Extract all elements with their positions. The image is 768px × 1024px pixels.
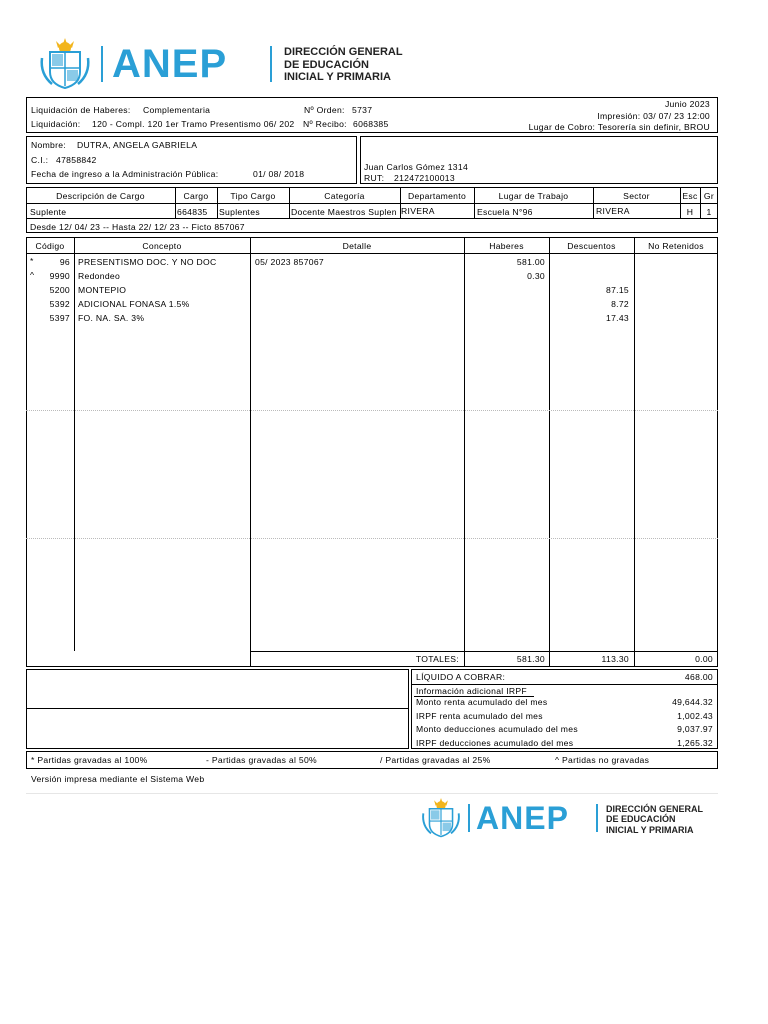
ingreso-value: 01/ 08/ 2018 <box>253 169 305 179</box>
legend-100: * Partidas gravadas al 100% <box>31 755 148 765</box>
impresion: Impresión: 03/ 07/ 23 12:00 <box>597 111 710 121</box>
irpf-line-value: 1,002.43 <box>677 711 713 721</box>
cargo-header-tipo: Tipo Cargo <box>230 191 276 201</box>
irpf-title: Información adicional IRPF <box>416 686 527 696</box>
period: Junio 2023 <box>664 99 710 109</box>
cargo-esc: H <box>686 207 694 217</box>
cargo-tipo: Suplentes <box>219 207 260 217</box>
nombre-label: Nombre: <box>31 140 67 150</box>
totals-haberes: 581.30 <box>516 654 545 664</box>
liquidacion-label: Liquidación: <box>31 119 81 129</box>
lugar-cobro: Lugar de Cobro: Tesorería sin definir, BROU <box>528 122 710 132</box>
legend-no-gravadas: ^ Partidas no gravadas <box>555 755 650 765</box>
legend-50: - Partidas gravadas al 50% <box>206 755 317 765</box>
cargo-departamento: RIVERA <box>401 206 435 216</box>
ingreso-label: Fecha de ingreso a la Administración Pública: <box>31 169 219 179</box>
liquido-label: LÍQUIDO A COBRAR: <box>416 672 506 682</box>
liquidacion-value: 120 - Compl. 120 1er Tramo Presentismo 06/ 202 <box>92 119 295 129</box>
cargo-header-departamento: Departamento <box>407 191 467 201</box>
cargo-header-cargo: Cargo <box>183 191 209 201</box>
items-header-detalle: Detalle <box>342 241 372 251</box>
legend-25: / Partidas gravadas al 25% <box>380 755 491 765</box>
uruguay-shield-icon <box>420 798 462 838</box>
cargo-header-categoria: Categoría <box>324 191 365 201</box>
logo-word: ANEP <box>476 800 569 836</box>
cargo-header-descripcion: Descripción de Cargo <box>56 191 145 201</box>
ci-label: C.I.: <box>31 155 49 165</box>
items-header-descuentos: Descuentos <box>567 241 616 251</box>
rut-label: RUT: <box>364 173 385 183</box>
logo-subtitle: DIRECCIÓN GENERAL DE EDUCACIÓN INICIAL Y PRIMARIA <box>606 804 704 835</box>
liq-haberes-value: Complementaria <box>143 105 211 115</box>
recibo-value: 6068385 <box>353 119 389 129</box>
footer-version: Versión impresa mediante el Sistema Web <box>31 774 205 784</box>
cargo-gr: 1 <box>706 207 712 217</box>
totals-no-retenidos: 0.00 <box>695 654 713 664</box>
anep-logo-top <box>38 38 418 90</box>
irpf-line-value: 49,644.32 <box>672 697 713 707</box>
irpf-line-label: Monto renta acumulado del mes <box>416 697 548 707</box>
irpf-line-value: 9,037.97 <box>677 724 713 734</box>
anep-logo-bottom <box>420 798 720 840</box>
cargo-header-sector: Sector <box>623 191 650 201</box>
liquido-value: 468.00 <box>684 672 713 682</box>
cargo-range: Desde 12/ 04/ 23 -- Hasta 22/ 12/ 23 -- Ficto 857067 <box>30 222 245 232</box>
cargo-header-esc: Esc <box>682 191 698 201</box>
employer-address: Juan Carlos Gómez 1314 <box>364 162 469 172</box>
orden-label: Nº Orden: <box>304 105 345 115</box>
cargo-numero: 664835 <box>177 207 208 217</box>
ci-value: 47858842 <box>56 155 97 165</box>
recibo-label: Nº Recibo: <box>303 119 347 129</box>
totals-label: TOTALES: <box>415 654 459 664</box>
irpf-line-label: Monto deducciones acumulado del mes <box>416 724 578 734</box>
cargo-descripcion: Suplente <box>30 207 67 217</box>
cargo-header-lugar: Lugar de Trabajo <box>498 191 569 201</box>
items-header-no-retenidos: No Retenidos <box>648 241 704 251</box>
rut-value: 212472100013 <box>394 173 455 183</box>
cargo-header-gr: Gr <box>703 191 715 201</box>
totals-descuentos: 113.30 <box>601 654 629 664</box>
nombre-value: DUTRA, ANGELA GABRIELA <box>77 140 198 150</box>
uruguay-shield-icon <box>38 38 92 90</box>
irpf-line-label: IRPF deducciones acumulado del mes <box>416 738 574 748</box>
items-header-codigo: Código <box>35 241 65 251</box>
orden-value: 5737 <box>352 105 373 115</box>
items-header-haberes: Haberes <box>489 241 524 251</box>
logo-subtitle: DIRECCIÓN GENERAL DE EDUCACIÓN INICIAL Y PRIMARIA <box>284 46 403 84</box>
irpf-line-value: 1,265.32 <box>677 738 713 748</box>
cargo-categoria: Docente Maestros Suplen <box>291 207 397 217</box>
logo-word: ANEP <box>112 42 228 86</box>
cargo-lugar: Escuela N°96 <box>477 207 533 217</box>
cargo-sector: RIVERA <box>596 206 630 216</box>
items-header-concepto: Concepto <box>142 241 182 251</box>
irpf-line-label: IRPF renta acumulado del mes <box>416 711 543 721</box>
liq-haberes-label: Liquidación de Haberes: <box>31 105 131 115</box>
summary-left-box <box>26 669 409 749</box>
